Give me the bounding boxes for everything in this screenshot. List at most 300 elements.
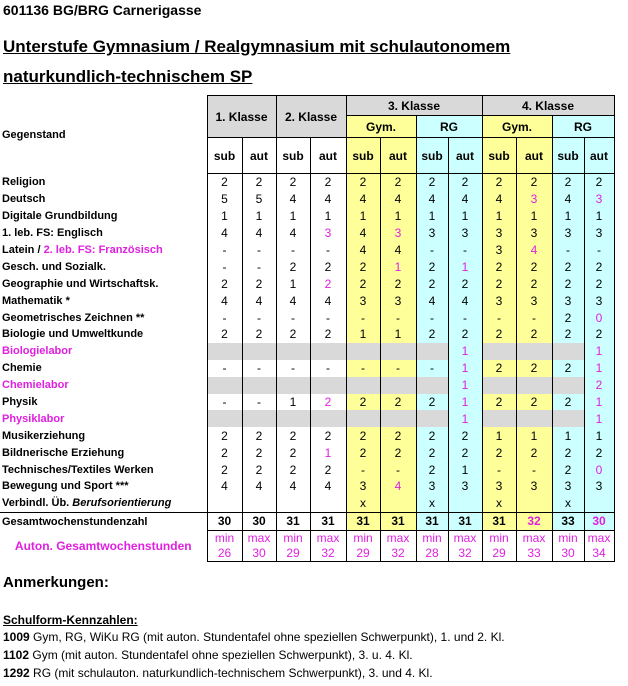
- hours-cell: 3: [552, 478, 584, 495]
- hours-cell: 2: [416, 174, 448, 191]
- total-row: [0, 512, 614, 530]
- total-cell: 31: [276, 512, 310, 530]
- hours-cell: 1: [584, 427, 614, 444]
- hours-cell: 2: [584, 326, 614, 343]
- auton-value: 29: [346, 546, 380, 562]
- auton-value: 30: [242, 546, 276, 562]
- rg-header-3: RG: [416, 116, 482, 138]
- hours-cell: 2: [482, 326, 516, 343]
- hours-cell: [584, 495, 614, 512]
- subject-name: Physiklabor: [2, 412, 65, 425]
- hours-cell: 4: [242, 225, 276, 242]
- total-cell: 30: [242, 512, 276, 530]
- code-line-1009: 1009 Gym, RG, WiKu RG (mit auton. Stundentafel ohne speziellen Schwerpunkt), 1. und 2. Kl.: [3, 630, 505, 644]
- hours-cell: 2: [242, 461, 276, 478]
- hours-cell: 2: [482, 444, 516, 461]
- hours-cell: -: [482, 309, 516, 326]
- hours-cell: 1: [416, 208, 448, 225]
- hours-cell: [516, 495, 552, 512]
- hours-cell: 2: [380, 427, 416, 444]
- hours-cell: 3: [380, 292, 416, 309]
- subject-row: [0, 275, 614, 292]
- hours-cell: 1: [448, 258, 482, 275]
- aut-header: aut: [584, 138, 614, 174]
- hours-cell: 1: [448, 208, 482, 225]
- hours-cell: -: [516, 461, 552, 478]
- hours-cell: [448, 495, 482, 512]
- auton-value: 29: [482, 546, 516, 562]
- hours-cell: -: [552, 242, 584, 259]
- subject-row: [0, 461, 614, 478]
- hours-cell: [207, 495, 242, 512]
- subject-name: Religion: [2, 176, 46, 189]
- hours-cell: x: [346, 495, 380, 512]
- hours-cell: [242, 343, 276, 360]
- hours-cell: x: [416, 495, 448, 512]
- subject-row: [0, 394, 614, 411]
- hours-cell: 3: [516, 191, 552, 208]
- subject-row: [0, 478, 614, 495]
- hours-cell: 2: [516, 444, 552, 461]
- subject-name: Biologie und Umweltkunde: [2, 328, 144, 341]
- hours-cell: [310, 495, 346, 512]
- hours-cell: 2: [448, 326, 482, 343]
- hours-cell: 4: [346, 191, 380, 208]
- hours-cell: 2: [552, 258, 584, 275]
- max-label: max: [310, 530, 346, 546]
- hours-cell: [346, 410, 380, 427]
- auton-label: Auton. Gesamtwochenstunden: [14, 538, 192, 553]
- hours-cell: 5: [207, 191, 242, 208]
- subject-name: Latein / 2. leb. FS: Französisch: [2, 244, 163, 256]
- hours-cell: 3: [552, 292, 584, 309]
- hours-cell: 2: [416, 461, 448, 478]
- klasse2-header: 2. Klasse: [276, 96, 346, 138]
- hours-cell: -: [346, 360, 380, 377]
- hours-cell: 1: [346, 326, 380, 343]
- klasse3-header: 3. Klasse: [346, 96, 482, 116]
- hours-cell: 2: [276, 326, 310, 343]
- hours-cell: 2: [346, 444, 380, 461]
- hours-cell: -: [242, 309, 276, 326]
- timetable: [0, 95, 615, 562]
- hours-cell: [380, 377, 416, 394]
- hours-cell: x: [482, 495, 516, 512]
- hours-cell: 2: [416, 326, 448, 343]
- gym-header-4: Gym.: [482, 116, 552, 138]
- school-id-title: 601136 BG/BRG Carnerigasse: [3, 2, 202, 18]
- hours-cell: 2: [552, 326, 584, 343]
- hours-cell: -: [346, 309, 380, 326]
- hours-cell: 3: [516, 478, 552, 495]
- hours-cell: 2: [482, 174, 516, 191]
- subject-name: Bewegung und Sport ***: [2, 480, 129, 493]
- hours-cell: 4: [310, 191, 346, 208]
- hours-cell: 3: [516, 225, 552, 242]
- hours-cell: 4: [552, 191, 584, 208]
- hours-cell: 2: [207, 174, 242, 191]
- hours-cell: 4: [416, 292, 448, 309]
- subject-name: Gesch. und Sozialk.: [2, 260, 106, 273]
- hours-cell: -: [276, 309, 310, 326]
- hours-cell: 2: [276, 174, 310, 191]
- total-cell: 31: [310, 512, 346, 530]
- hours-cell: 1: [584, 343, 614, 360]
- hours-cell: -: [310, 360, 346, 377]
- hours-cell: [242, 410, 276, 427]
- hours-cell: -: [207, 360, 242, 377]
- hours-cell: [380, 495, 416, 512]
- hours-cell: 1: [380, 208, 416, 225]
- subject-name: Biologielabor: [2, 345, 73, 358]
- hours-cell: 2: [346, 275, 380, 292]
- subject-row: [0, 242, 614, 259]
- hours-cell: 2: [242, 444, 276, 461]
- hours-cell: 4: [516, 242, 552, 259]
- hours-cell: 1: [448, 461, 482, 478]
- hours-cell: [552, 343, 584, 360]
- aut-header: aut: [380, 138, 416, 174]
- hours-cell: 2: [416, 258, 448, 275]
- subject-row: [0, 174, 614, 191]
- hours-cell: 2: [276, 461, 310, 478]
- aut-header: aut: [448, 138, 482, 174]
- hours-cell: 4: [346, 225, 380, 242]
- hours-cell: 4: [310, 478, 346, 495]
- hours-cell: 2: [482, 275, 516, 292]
- hours-cell: 2: [310, 427, 346, 444]
- hours-cell: -: [380, 461, 416, 478]
- total-cell: 30: [584, 512, 614, 530]
- hours-cell: 3: [584, 225, 614, 242]
- auton-value: 29: [276, 546, 310, 562]
- hours-cell: 1: [552, 427, 584, 444]
- hours-cell: 2: [346, 427, 380, 444]
- hours-cell: 4: [416, 191, 448, 208]
- hours-cell: [276, 495, 310, 512]
- hours-cell: -: [416, 242, 448, 259]
- aut-header: aut: [310, 138, 346, 174]
- hours-cell: 1: [276, 208, 310, 225]
- hours-cell: [380, 343, 416, 360]
- hours-cell: 1: [482, 427, 516, 444]
- hours-cell: [310, 377, 346, 394]
- hours-cell: 2: [310, 174, 346, 191]
- total-cell: 31: [380, 512, 416, 530]
- hours-cell: 2: [516, 174, 552, 191]
- subject-name: Technisches/Textiles Werken: [2, 463, 154, 476]
- subject-name: Chemie: [2, 362, 42, 375]
- hours-cell: 2: [276, 258, 310, 275]
- subject-name: Geographie und Wirtschaftsk.: [2, 277, 159, 290]
- hours-cell: [207, 410, 242, 427]
- hours-cell: 3: [416, 478, 448, 495]
- hours-cell: 2: [482, 394, 516, 411]
- hours-cell: 3: [584, 292, 614, 309]
- hours-cell: 1: [242, 208, 276, 225]
- hours-cell: [416, 343, 448, 360]
- hours-cell: 4: [380, 191, 416, 208]
- hours-cell: 2: [207, 326, 242, 343]
- hours-cell: 2: [552, 444, 584, 461]
- auton-row-labels: [0, 530, 614, 546]
- rg-header-4: RG: [552, 116, 614, 138]
- hours-cell: [276, 410, 310, 427]
- subject-name: Bildnerische Erziehung: [2, 446, 125, 459]
- hours-cell: 2: [448, 275, 482, 292]
- hours-cell: 1: [207, 208, 242, 225]
- hours-cell: 2: [207, 444, 242, 461]
- hours-cell: -: [448, 242, 482, 259]
- hours-cell: 4: [310, 292, 346, 309]
- hours-cell: 1: [380, 258, 416, 275]
- hours-cell: 3: [346, 478, 380, 495]
- hours-cell: 2: [416, 394, 448, 411]
- hours-cell: 3: [416, 225, 448, 242]
- hours-cell: [380, 410, 416, 427]
- hours-cell: 1: [448, 394, 482, 411]
- hours-cell: [242, 495, 276, 512]
- hours-cell: -: [416, 309, 448, 326]
- hours-cell: 1: [448, 410, 482, 427]
- hours-cell: 2: [584, 174, 614, 191]
- subject-row: [0, 427, 614, 444]
- hours-cell: 2: [276, 427, 310, 444]
- subject-name: Deutsch: [2, 193, 46, 206]
- hours-cell: [552, 377, 584, 394]
- hours-cell: 3: [448, 478, 482, 495]
- hours-cell: [482, 410, 516, 427]
- hours-cell: 4: [276, 478, 310, 495]
- hours-cell: [516, 410, 552, 427]
- hours-cell: 1: [310, 444, 346, 461]
- hours-cell: [482, 377, 516, 394]
- max-label: max: [516, 530, 552, 546]
- auton-value: 33: [516, 546, 552, 562]
- hours-cell: 2: [416, 427, 448, 444]
- hours-cell: 1: [482, 208, 516, 225]
- sub-header: sub: [207, 138, 242, 174]
- hours-cell: -: [242, 394, 276, 411]
- total-cell: 31: [482, 512, 516, 530]
- subject-row: [0, 444, 614, 461]
- hours-cell: 2: [380, 394, 416, 411]
- total-cell: 31: [448, 512, 482, 530]
- schulform-heading: Schulform-Kennzahlen:: [3, 613, 138, 627]
- auton-value: 26: [207, 546, 242, 562]
- hours-cell: 2: [380, 275, 416, 292]
- hours-cell: 2: [584, 444, 614, 461]
- min-label: min: [276, 530, 310, 546]
- hours-cell: -: [242, 360, 276, 377]
- hours-cell: 1: [346, 208, 380, 225]
- hours-cell: 2: [207, 461, 242, 478]
- subject-row: [0, 360, 614, 377]
- hours-cell: -: [416, 360, 448, 377]
- hours-cell: 2: [516, 326, 552, 343]
- hours-cell: -: [380, 309, 416, 326]
- hours-cell: 4: [207, 478, 242, 495]
- hours-cell: [516, 377, 552, 394]
- hours-cell: 2: [310, 461, 346, 478]
- hours-cell: 4: [380, 478, 416, 495]
- hours-cell: 3: [346, 292, 380, 309]
- aut-header: aut: [242, 138, 276, 174]
- hours-cell: 1: [276, 394, 310, 411]
- auton-value: 30: [552, 546, 584, 562]
- hours-cell: 2: [242, 275, 276, 292]
- hours-cell: 2: [310, 275, 346, 292]
- hours-cell: [310, 343, 346, 360]
- hours-cell: 1: [552, 208, 584, 225]
- hours-cell: 1: [584, 394, 614, 411]
- hours-cell: 2: [482, 360, 516, 377]
- hours-cell: -: [207, 394, 242, 411]
- sub-header: sub: [276, 138, 310, 174]
- hours-cell: 2: [584, 275, 614, 292]
- total-cell: 32: [516, 512, 552, 530]
- hours-cell: 2: [584, 377, 614, 394]
- sub-header: sub: [552, 138, 584, 174]
- hours-cell: 1: [584, 410, 614, 427]
- total-cell: 31: [346, 512, 380, 530]
- hours-cell: 1: [584, 360, 614, 377]
- subject-row: [0, 495, 614, 512]
- hours-cell: 0: [584, 461, 614, 478]
- hours-cell: 3: [482, 478, 516, 495]
- hours-cell: [276, 343, 310, 360]
- total-label: Gesamtwochenstundenzahl: [0, 512, 207, 530]
- hours-cell: 4: [276, 191, 310, 208]
- hours-cell: 1: [584, 208, 614, 225]
- sub-header: sub: [416, 138, 448, 174]
- hours-cell: 4: [276, 225, 310, 242]
- hours-cell: 2: [482, 258, 516, 275]
- hours-cell: 2: [242, 174, 276, 191]
- hours-cell: [416, 377, 448, 394]
- subject-row: [0, 191, 614, 208]
- subject-row: [0, 377, 614, 394]
- hours-cell: 2: [346, 174, 380, 191]
- hours-cell: -: [584, 242, 614, 259]
- subject-row: [0, 292, 614, 309]
- max-label: max: [380, 530, 416, 546]
- hours-cell: 4: [276, 292, 310, 309]
- hours-cell: 2: [242, 326, 276, 343]
- subject-name: Verbindl. Üb. Berufsorientierung: [2, 497, 172, 510]
- hours-cell: [346, 377, 380, 394]
- hours-cell: 2: [380, 174, 416, 191]
- hours-cell: 1: [448, 343, 482, 360]
- hours-cell: -: [207, 258, 242, 275]
- subject-name: Chemielabor: [2, 379, 69, 392]
- subject-row: [0, 410, 614, 427]
- hours-cell: 1: [448, 377, 482, 394]
- hours-cell: 2: [552, 360, 584, 377]
- hours-cell: 4: [242, 292, 276, 309]
- hours-cell: [310, 410, 346, 427]
- hours-cell: 1: [448, 360, 482, 377]
- hours-cell: -: [276, 242, 310, 259]
- subject-name: 1. leb. FS: Englisch: [2, 227, 103, 240]
- subject-row: [0, 326, 614, 343]
- hours-cell: -: [380, 360, 416, 377]
- hours-cell: 2: [416, 275, 448, 292]
- hours-cell: 4: [207, 225, 242, 242]
- min-label: min: [552, 530, 584, 546]
- hours-cell: 1: [380, 326, 416, 343]
- hours-cell: 3: [448, 225, 482, 242]
- max-label: max: [242, 530, 276, 546]
- hours-cell: 3: [380, 225, 416, 242]
- auton-value: 32: [380, 546, 416, 562]
- hours-cell: 5: [242, 191, 276, 208]
- subject-name: Digitale Grundbildung: [2, 210, 118, 223]
- hours-cell: 2: [448, 174, 482, 191]
- hours-cell: -: [207, 309, 242, 326]
- auton-value: 32: [310, 546, 346, 562]
- hours-cell: 2: [584, 258, 614, 275]
- max-label: max: [584, 530, 614, 546]
- subject-row: [0, 258, 614, 275]
- hours-cell: 2: [552, 461, 584, 478]
- hours-cell: 3: [482, 225, 516, 242]
- hours-cell: 2: [310, 258, 346, 275]
- hours-cell: 2: [416, 444, 448, 461]
- hours-cell: 2: [346, 258, 380, 275]
- hours-cell: 3: [482, 242, 516, 259]
- hours-cell: 2: [448, 444, 482, 461]
- hours-cell: 2: [346, 394, 380, 411]
- min-label: min: [482, 530, 516, 546]
- hours-cell: 2: [516, 360, 552, 377]
- hours-cell: -: [448, 309, 482, 326]
- hours-cell: 4: [380, 242, 416, 259]
- hours-cell: 2: [276, 444, 310, 461]
- klasse4-header: 4. Klasse: [482, 96, 614, 116]
- hours-cell: -: [207, 242, 242, 259]
- hours-cell: 2: [310, 326, 346, 343]
- hours-cell: -: [310, 242, 346, 259]
- hours-cell: 4: [346, 242, 380, 259]
- subject-row: [0, 208, 614, 225]
- hours-cell: 4: [448, 292, 482, 309]
- hours-cell: -: [242, 242, 276, 259]
- min-label: min: [346, 530, 380, 546]
- page-title-line2: naturkundlich-technischem SP: [3, 67, 253, 86]
- hours-cell: 3: [584, 478, 614, 495]
- auton-value: 32: [448, 546, 482, 562]
- hours-cell: 2: [242, 427, 276, 444]
- code-line-1102: 1102 Gym (mit auton. Stundentafel ohne speziellen Schwerpunkt), 3. u. 4. Kl.: [3, 648, 413, 662]
- hours-cell: 3: [584, 191, 614, 208]
- min-label: min: [416, 530, 448, 546]
- klasse1-header: 1. Klasse: [207, 96, 276, 138]
- hours-cell: 4: [448, 191, 482, 208]
- min-label: min: [207, 530, 242, 546]
- hours-cell: [516, 343, 552, 360]
- code-line-1292: 1292 RG (mit schulauton. naturkundlich-technischem Schwerpunkt), 3. und 4. Kl.: [3, 666, 433, 680]
- hours-cell: [552, 410, 584, 427]
- hours-cell: 2: [552, 394, 584, 411]
- subject-name: Geometrisches Zeichnen **: [2, 311, 145, 324]
- hours-cell: 4: [207, 292, 242, 309]
- hours-cell: 1: [310, 208, 346, 225]
- hours-cell: 2: [207, 275, 242, 292]
- hours-cell: -: [516, 309, 552, 326]
- hours-cell: 4: [242, 478, 276, 495]
- hours-cell: -: [346, 461, 380, 478]
